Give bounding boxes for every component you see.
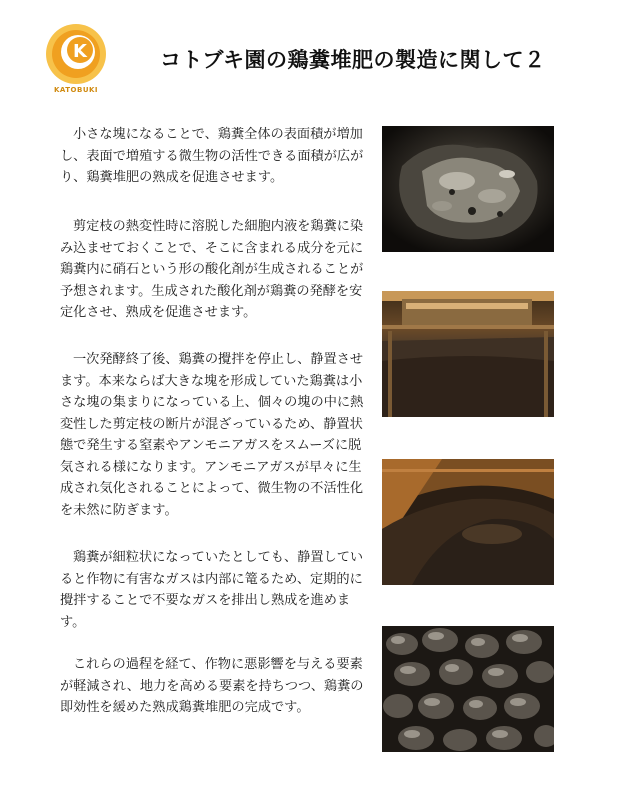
paragraph-stirring: 鶏糞が細粒状になっていたとしても、静置していると作物に有害なガスは内部に篭るため、定期的に攪拌することで不要なガスを排出し熟成を進めます。 <box>60 550 364 630</box>
kotobuki-logo <box>44 20 108 92</box>
paragraph-resting: 一次発酵終了後、鶏糞の攪拌を停止し、静置させます。本来ならば大きな塊を形成していた鶏糞は小さな塊の集まりになっている上、個々の塊の中に熱変性した剪定枝の断片が混ざっているため、静置状態で発生する窒素やアンモニアガスをスムーズに脱気される様になります。アンモニアガスが早々に生成され気化されることによって、微生物の不活性化を未然に防ぎます。 <box>60 352 364 518</box>
svg-text:K: K <box>73 41 87 62</box>
logo-emblem-icon <box>44 20 108 92</box>
paragraph-surface-area: 小さな塊になることで、鶏糞全体の表面積が増加し、表面で増殖する微生物の活性できる面積が広がり、鶏糞堆肥の熟成を促進させます。 <box>60 127 364 185</box>
page-title: コトブキ園の鶏糞堆肥の製造に関して２ <box>160 48 546 72</box>
photo-compost-granules <box>382 626 554 752</box>
photo-barn-compost-bed <box>382 291 554 417</box>
photo-compost-lump <box>382 126 554 252</box>
logo-wordmark: KATOBUKI <box>53 86 99 94</box>
photo-compost-heap <box>382 459 554 585</box>
paragraph-oxidizer: 剪定枝の熱変性時に溶脱した細胞内液を鶏糞に染み込ませておくことで、そこに含まれる成分を元に鶏糞内に硝石という形の酸化剤が生成されることが予想されます。生成された酸化剤が鶏糞の発酵を安定化させ、熟成を促進させます。 <box>60 219 364 320</box>
paragraph-completion: これらの過程を経て、作物に悪影響を与える要素が軽減され、地力を高める要素を持ちつつ、鶏糞の即効性を緩めた熟成鶏糞堆肥の完成です。 <box>60 657 364 715</box>
